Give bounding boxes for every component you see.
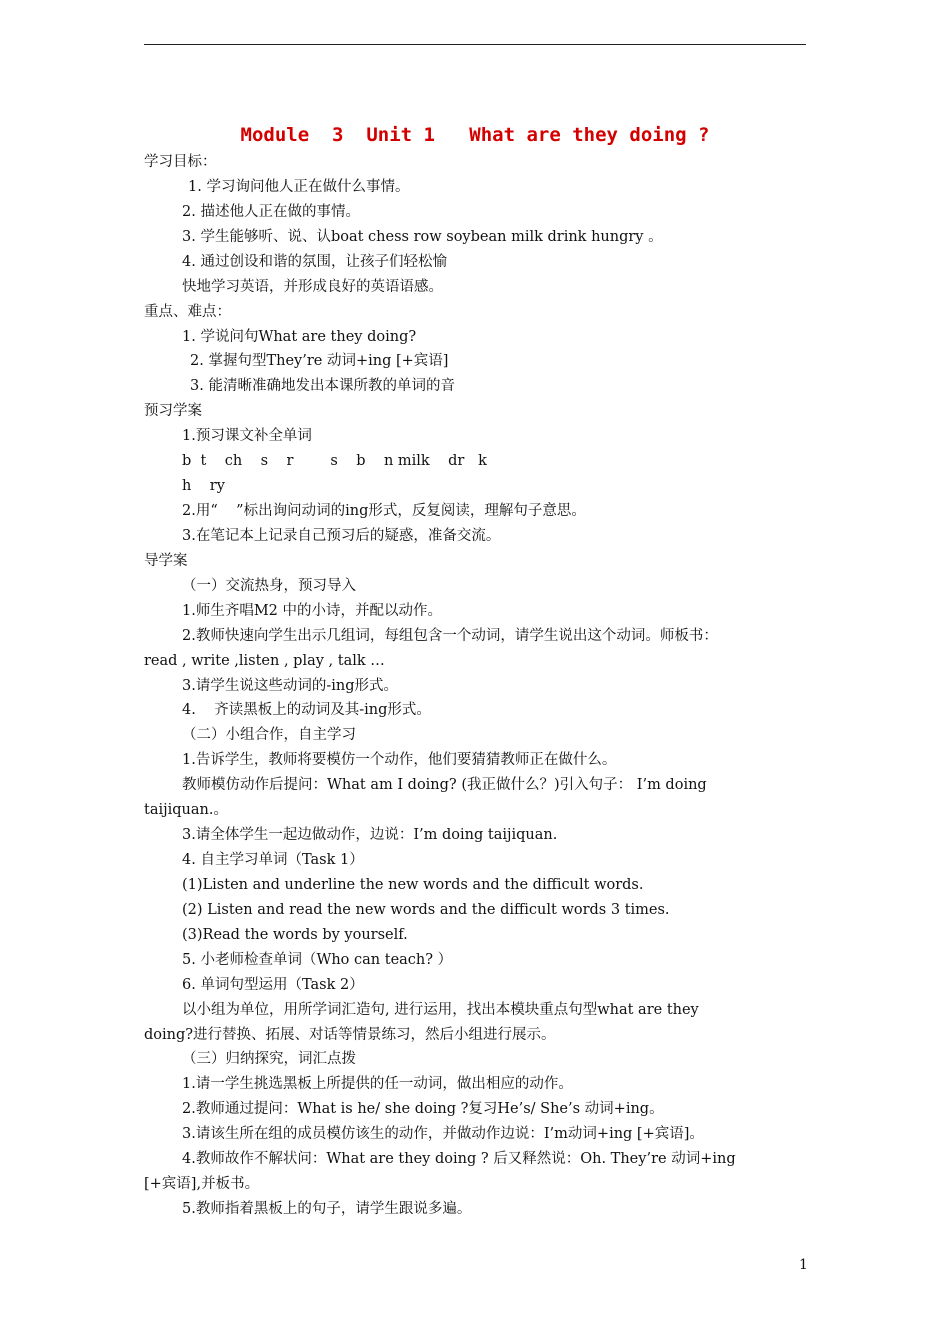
text-line: 3. 学生能够听、说、认boat chess row soybean milk drink hungry 。: [182, 229, 663, 245]
text-line: 2. 掌握句型They’re 动词+ing [+宾语]: [190, 353, 449, 369]
text-line: 导学案: [144, 553, 188, 569]
text-line: 快地学习英语，并形成良好的英语语感。: [182, 279, 443, 295]
text-line: 3.请全体学生一起边做动作，边说：I’m doing taijiquan.: [182, 827, 558, 843]
text-line: (3)Read the words by yourself.: [182, 927, 408, 943]
text-line: 3.在笔记本上记录自己预习后的疑惑，准备交流。: [182, 528, 501, 544]
text-line: 1.告诉学生，教师将要模仿一个动作，他们要猜猜教师正在做什么。: [182, 752, 617, 768]
text-line: 4. 自主学习单词（Task 1）: [182, 852, 364, 868]
text-line: 1.请一学生挑选黑板上所提供的任一动词，做出相应的动作。: [182, 1076, 573, 1092]
text-line: 2.教师快速向学生出示几组词，每组包含一个动词，请学生说出这个动词。师板书：: [182, 628, 718, 644]
text-line: (2) Listen and read the new words and the difficult words 3 times.: [182, 902, 670, 918]
document-title: Module 3 Unit 1 What are they doing ?: [240, 124, 710, 146]
text-line: 4. 通过创设和谐的氛围，让孩子们轻松愉: [182, 254, 447, 270]
text-line: taijiquan.。: [144, 802, 228, 818]
text-line: 1. 学说问句What are they doing?: [182, 329, 417, 345]
text-line: 5.教师指着黑板上的句子，请学生跟说多遍。: [182, 1201, 472, 1217]
text-line: read , write ,listen , play , talk …: [144, 653, 385, 669]
text-line: 1. 学习询问他人正在做什么事情。: [188, 179, 410, 195]
text-line: 6. 单词句型运用（Task 2）: [182, 977, 364, 993]
text-line: 4. 齐读黑板上的动词及其-ing形式。: [182, 702, 431, 718]
text-line: 4.教师故作不解状问：What are they doing ? 后又释然说：Oh. They’re 动词+ing: [182, 1151, 736, 1167]
text-line: 2.教师通过提问：What is he/ she doing ?复习He’s/ She’s 动词+ing。: [182, 1101, 664, 1117]
text-line: 教师模仿动作后提问：What am I doing? (我正做什么？)引入句子： I’m doing: [182, 777, 707, 793]
text-line: 重点、难点：: [144, 304, 231, 320]
text-line: h ry: [182, 478, 225, 494]
text-line: 1.预习课文补全单词: [182, 428, 312, 444]
text-line: 预习学案: [144, 403, 202, 419]
text-line: 1.师生齐唱M2 中的小诗，并配以动作。: [182, 603, 443, 619]
text-line: (1)Listen and underline the new words and the difficult words.: [182, 877, 644, 893]
text-line: 3.请学生说这些动词的-ing形式。: [182, 678, 398, 694]
text-line: 3. 能清晰准确地发出本课所教的单词的音: [190, 378, 455, 394]
page-number: 1: [799, 1257, 808, 1273]
text-line: （三）归纳探究，词汇点拨: [182, 1051, 356, 1067]
text-line: 以小组为单位，用所学词汇造句, 进行运用，找出本模块重点句型what are they: [182, 1002, 699, 1018]
header-rule: [144, 44, 806, 45]
text-line: b t ch s r s b n milk dr k: [182, 453, 487, 469]
text-line: 学习目标：: [144, 154, 217, 170]
text-line: [+宾语],并板书。: [144, 1176, 260, 1192]
text-line: （二）小组合作，自主学习: [182, 727, 356, 743]
text-line: doing?进行替换、拓展、对话等情景练习，然后小组进行展示。: [144, 1027, 556, 1043]
text-line: 2.用“ ”标出询问动词的ing形式，反复阅读，理解句子意思。: [182, 503, 586, 519]
text-line: （一）交流热身，预习导入: [182, 578, 356, 594]
text-line: 3.请该生所在组的成员模仿该生的动作，并做动作边说：I’m动词+ing [+宾语]。: [182, 1126, 704, 1142]
text-line: 2. 描述他人正在做的事情。: [182, 204, 360, 220]
text-line: 5. 小老师检查单词（Who can teach? ）: [182, 952, 453, 968]
